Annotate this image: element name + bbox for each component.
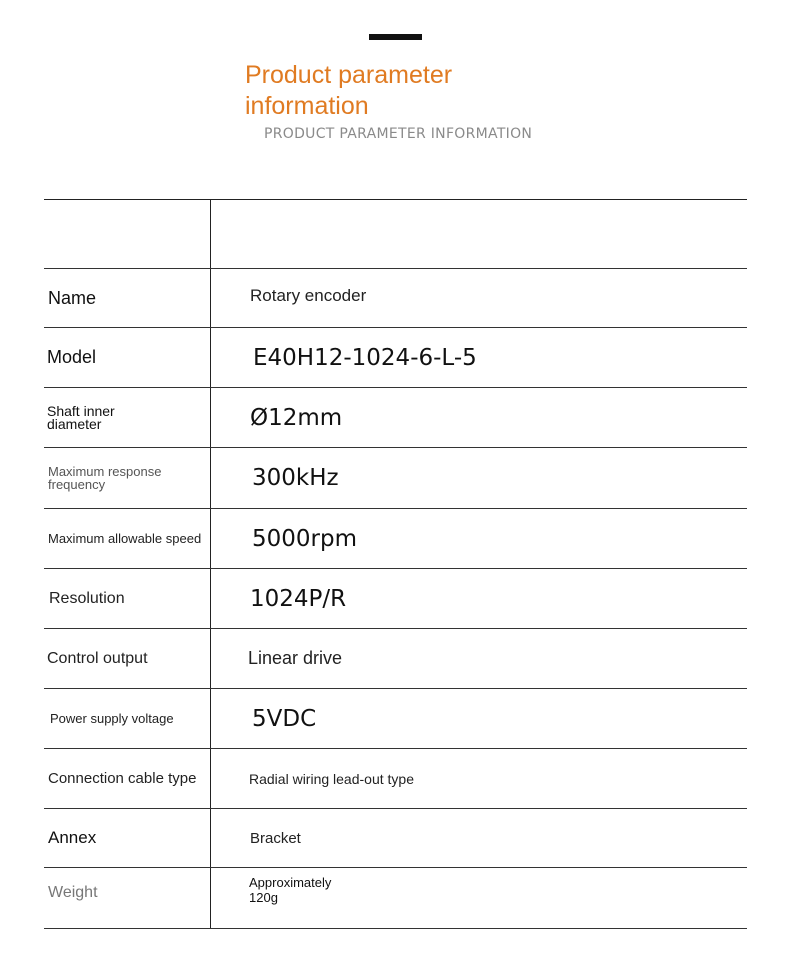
param-value-cell: [252, 509, 357, 568]
param-value-cell: [249, 749, 414, 808]
param-label: Maximum response frequency: [48, 464, 162, 492]
param-label-cell: [48, 509, 206, 568]
param-value: 300kHz: [252, 465, 339, 491]
param-label-cell: [49, 569, 207, 628]
param-label: Resolution: [49, 589, 125, 607]
param-label: Maximum allowable speed: [48, 531, 202, 546]
table-row: [44, 629, 747, 689]
header-decor-bar: [369, 34, 422, 40]
table-row: [44, 689, 747, 749]
param-value-cell: [252, 448, 339, 508]
param-value-cell: [253, 328, 477, 387]
table-row: [44, 448, 747, 509]
table-row: [44, 269, 747, 328]
param-label-cell: [50, 689, 208, 748]
param-label-cell: [47, 388, 167, 447]
param-label: Weight: [48, 884, 98, 901]
table-header-row: [44, 200, 747, 269]
param-value: 5000rpm: [252, 525, 357, 552]
param-label-cell: [47, 629, 205, 688]
param-value-cell: [250, 388, 342, 447]
table-row: [44, 569, 747, 629]
param-label: Control output: [47, 649, 148, 667]
param-label: Name: [48, 287, 97, 308]
param-label: Power supply voltage: [50, 711, 174, 726]
param-value: 5VDC: [252, 705, 317, 732]
param-value-cell: [250, 265, 366, 327]
param-value: Approximately 120g: [249, 875, 332, 905]
param-value: Bracket: [250, 829, 301, 847]
parameter-table: [44, 199, 747, 929]
param-label-cell: [47, 328, 205, 387]
page-subtitle: PRODUCT PARAMETER INFORMATION: [264, 126, 533, 142]
page-title: Product parameter information: [245, 61, 453, 120]
param-label-cell: [48, 269, 206, 327]
param-label-cell: [48, 749, 206, 808]
param-label-cell: [48, 858, 206, 928]
param-value: Radial wiring lead-out type: [249, 770, 414, 787]
param-label-cell: [48, 448, 204, 508]
param-value: Linear drive: [248, 648, 343, 668]
table-row: [44, 328, 747, 388]
param-label: Annex: [48, 828, 97, 847]
param-label: Shaft inner diameter: [47, 402, 115, 432]
table-row: [44, 868, 747, 929]
param-value-cell: [249, 852, 344, 928]
param-value-cell: [250, 569, 346, 628]
param-value-cell: [252, 689, 316, 748]
param-value: 1024P/R: [250, 585, 347, 612]
param-label: Connection cable type: [48, 770, 197, 787]
param-value: Ø12mm: [250, 404, 343, 431]
table-row: [44, 388, 747, 448]
table-row: [44, 509, 747, 569]
param-value-cell: [248, 629, 342, 688]
param-value: Rotary encoder: [250, 286, 367, 305]
param-value: E40H12-1024-6-L-5: [253, 344, 477, 371]
param-label: Model: [47, 347, 97, 367]
table-row: [44, 749, 747, 809]
